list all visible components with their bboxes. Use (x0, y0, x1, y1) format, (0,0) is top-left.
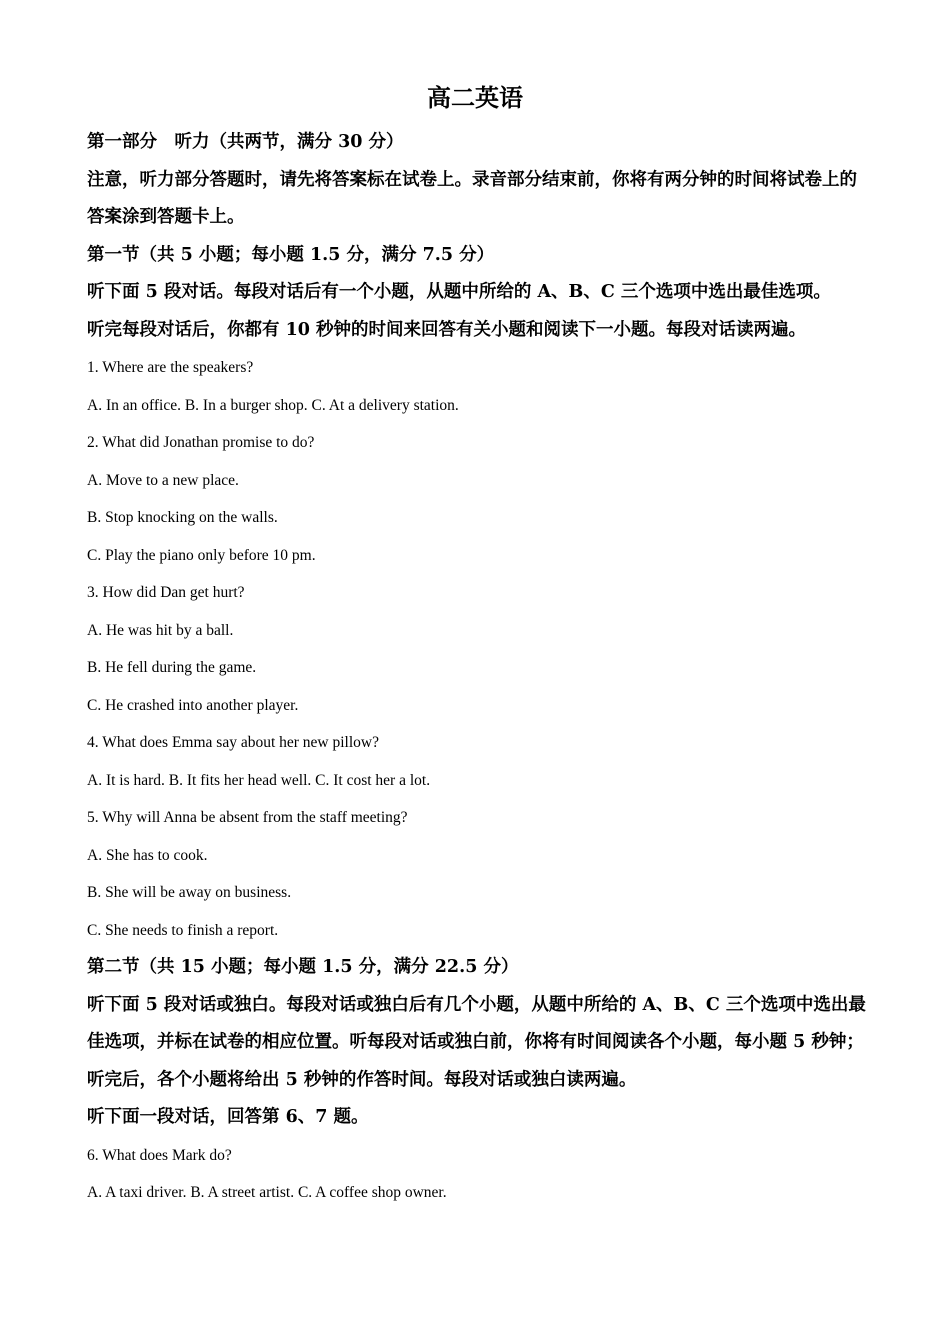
exam-content (87, 124, 867, 1212)
dialog1-instruction: 听下面一段对话，回答第 6、7 题。 (87, 1107, 369, 1127)
question-1: 1. Where are the speakers? (87, 359, 254, 376)
question-4: 4. What does Emma say about her new pillow? (87, 734, 379, 751)
question-3-option-a: A. He was hit by a ball. (87, 621, 234, 639)
question-2-option-c: C. Play the piano only before 10 pm. (87, 546, 316, 564)
section2-instruction: 听下面 5 段对话或独白。每段对话或独白后有几个小题，从题中所给的 A、B、C 三个选项中选出最佳选项，并标在试卷的相应位置。听每段对话或独白前，你将有时间阅读各个小题，每小题 5 秒钟；听完后，各个小题将给出 5 秒钟的作答时间。每段对话或独白读两遍。 (87, 994, 866, 1090)
part1-heading: 第一部分 听力（共两节，满分 30 分） (87, 132, 404, 152)
question-2-option-b: B. Stop knocking on the walls. (87, 509, 278, 526)
section1-instruction-2: 听完每段对话后，你都有 10 秒钟的时间来回答有关小题和阅读下一小题。每段对话读两遍。 (87, 319, 807, 340)
question-5-option-a: A. She has to cook. (87, 846, 208, 864)
listening-notice: 注意，听力部分答题时，请先将答案标在试卷上。录音部分结束前，你将有两分钟的时间将试卷上的答案涂到答题卡上。 (87, 169, 857, 227)
question-3-option-b: B. He fell during the game. (87, 659, 257, 676)
section1-heading: 第一节（共 5 小题；每小题 1.5 分，满分 7.5 分） (87, 244, 495, 265)
question-3-option-c: C. He crashed into another player. (87, 696, 299, 714)
question-5: 5. Why will Anna be absent from the staff meeting? (87, 809, 408, 826)
question-1-options: A. In an office. B. In a burger shop. C. At a delivery station. (87, 396, 459, 414)
question-6: 6. What does Mark do? (87, 1146, 232, 1164)
page-title: 高二英语 (427, 83, 523, 112)
section1-instruction-1: 听下面 5 段对话。每段对话后有一个小题，从题中所给的 A、B、C 三个选项中选出最佳选项。 (87, 282, 831, 302)
question-6-options: A. A taxi driver. B. A street artist. C. A coffee shop owner. (87, 1184, 447, 1201)
question-5-option-b: B. She will be away on business. (87, 884, 292, 901)
section2-heading: 第二节（共 15 小题；每小题 1.5 分，满分 22.5 分） (87, 957, 519, 977)
question-2: 2. What did Jonathan promise to do? (87, 434, 315, 451)
question-2-option-a: A. Move to a new place. (87, 471, 239, 489)
question-4-options: A. It is hard. B. It fits her head well. C. It cost her a lot. (87, 771, 431, 789)
question-3: 3. How did Dan get hurt? (87, 584, 245, 601)
question-5-option-c: C. She needs to finish a report. (87, 921, 279, 939)
